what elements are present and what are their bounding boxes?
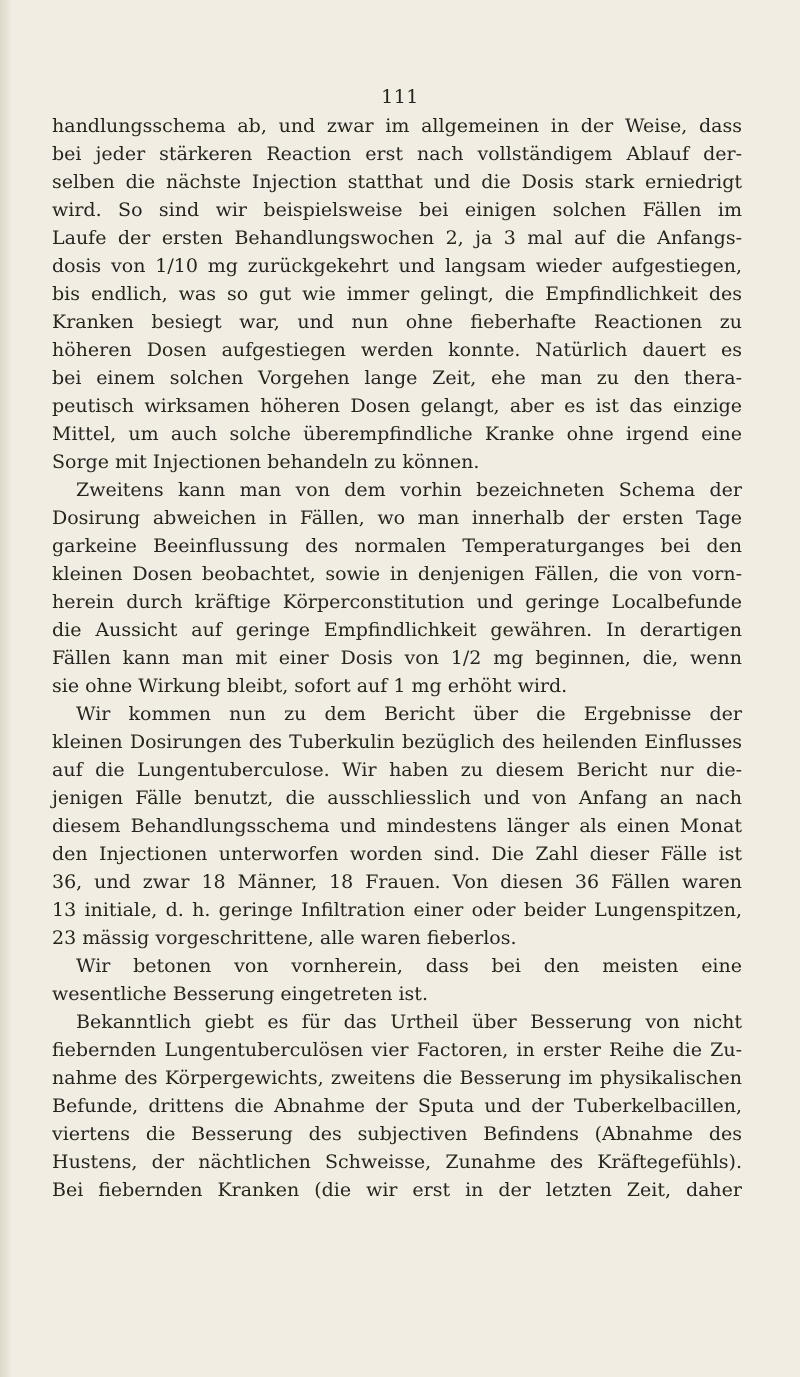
text-line: Sorge mit Injectionen behandeln zu können. xyxy=(52,451,480,473)
text-line: Wir betonen von vornherein, dass bei den meisten eine xyxy=(76,955,742,977)
text-line: fiebernden Lungentuberculösen vier Factoren, in erster Reihe die Zu- xyxy=(52,1039,742,1061)
text-line: bei einem solchen Vorgehen lange Zeit, ehe man zu den thera- xyxy=(52,367,742,389)
text-line: 23 mässig vorgeschrittene, alle waren fieberlos. xyxy=(52,927,517,949)
text-line: nahme des Körpergewichts, zweitens die Besserung im physikalischen xyxy=(52,1067,742,1089)
text-line: selben die nächste Injection statthat und die Dosis stark erniedrigt xyxy=(52,171,742,193)
text-line: Mittel, um auch solche überempfindliche Kranke ohne irgend eine xyxy=(52,423,742,445)
text-line: Laufe der ersten Behandlungswochen 2, ja 3 mal auf die Anfangs- xyxy=(52,227,742,249)
text-line: kleinen Dosirungen des Tuberkulin bezüglich des heilenden Einflusses xyxy=(52,731,742,753)
text-line: handlungsschema ab, und zwar im allgemeinen in der Weise, dass xyxy=(52,115,742,137)
text-line: Dosirung abweichen in Fällen, wo man innerhalb der ersten Tage xyxy=(52,507,742,529)
text-line: bis endlich, was so gut wie immer gelingt, die Empfindlichkeit des xyxy=(52,283,742,305)
text-line: peutisch wirksamen höheren Dosen gelangt, aber es ist das einzige xyxy=(52,395,742,417)
text-line: die Aussicht auf geringe Empfindlichkeit gewähren. In derartigen xyxy=(52,619,742,641)
text-line: 36, und zwar 18 Männer, 18 Frauen. Von diesen 36 Fällen waren xyxy=(52,871,742,893)
text-line: viertens die Besserung des subjectiven Befindens (Abnahme des xyxy=(52,1123,742,1145)
text-line: herein durch kräftige Körperconstitution und geringe Localbefunde xyxy=(52,591,742,613)
text-line: Hustens, der nächtlichen Schweisse, Zunahme des Kräftegefühls). xyxy=(52,1151,742,1173)
text-line: wird. So sind wir beispielsweise bei einigen solchen Fällen im xyxy=(52,199,742,221)
text-line: sie ohne Wirkung bleibt, sofort auf 1 mg erhöht wird. xyxy=(52,675,568,697)
text-line: Bekanntlich giebt es für das Urtheil über Besserung von nicht xyxy=(76,1011,742,1033)
text-line: wesentliche Besserung eingetreten ist. xyxy=(52,983,428,1005)
text-line: diesem Behandlungsschema und mindestens länger als einen Monat xyxy=(52,815,742,837)
text-line: 13 initiale, d. h. geringe Infiltration einer oder beider Lungenspitzen, xyxy=(52,899,742,921)
text-line: Befunde, drittens die Abnahme der Sputa und der Tuberkelbacillen, xyxy=(52,1095,742,1117)
text-line: kleinen Dosen beobachtet, sowie in denjenigen Fällen, die von vorn- xyxy=(52,563,742,585)
text-line: Fällen kann man mit einer Dosis von 1/2 mg beginnen, die, wenn xyxy=(52,647,742,669)
text-line: bei jeder stärkeren Reaction erst nach vollständigem Ablauf der- xyxy=(52,143,742,165)
text-line: auf die Lungentuberculose. Wir haben zu diesem Bericht nur die- xyxy=(52,759,742,781)
page-number: 111 xyxy=(381,86,419,108)
text-line: den Injectionen unterworfen worden sind. Die Zahl dieser Fälle ist xyxy=(52,843,742,865)
text-line: Zweitens kann man von dem vorhin bezeichneten Schema der xyxy=(76,479,742,501)
body-text xyxy=(52,112,742,1204)
text-line: Wir kommen nun zu dem Bericht über die Ergebnisse der xyxy=(76,703,742,725)
text-line: jenigen Fälle benutzt, die ausschliesslich und von Anfang an nach xyxy=(52,787,742,809)
text-line: Kranken besiegt war, und nun ohne fieberhafte Reactionen zu xyxy=(52,311,742,333)
text-line: höheren Dosen aufgestiegen werden konnte. Natürlich dauert es xyxy=(52,339,742,361)
text-line: dosis von 1/10 mg zurückgekehrt und langsam wieder aufgestiegen, xyxy=(52,255,742,277)
text-line: garkeine Beeinflussung des normalen Temperaturganges bei den xyxy=(52,535,742,557)
page-edge-shadow xyxy=(0,0,12,1377)
text-line: Bei fiebernden Kranken (die wir erst in der letzten Zeit, daher xyxy=(52,1179,742,1201)
